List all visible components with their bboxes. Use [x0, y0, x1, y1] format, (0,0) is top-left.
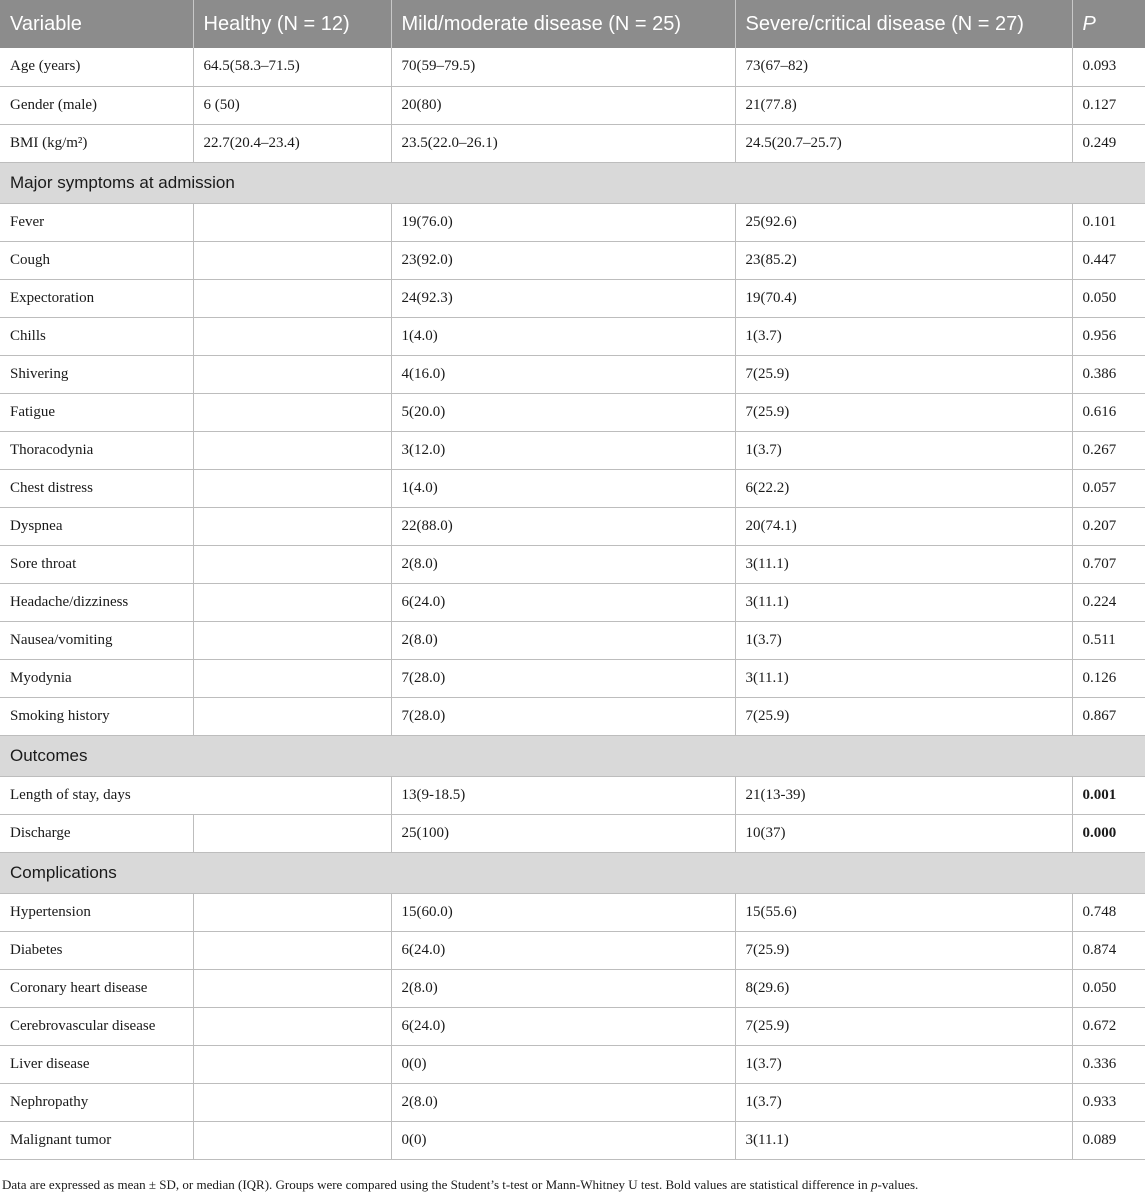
cell-severe-critical: 7(25.9)	[735, 1007, 1072, 1045]
cell-severe-critical: 1(3.7)	[735, 1083, 1072, 1121]
cell-healthy	[193, 355, 391, 393]
cell-mild-moderate: 3(12.0)	[391, 431, 735, 469]
cell-mild-moderate: 6(24.0)	[391, 1007, 735, 1045]
table-row	[0, 1045, 1145, 1083]
cell-p-value: 0.089	[1072, 1121, 1145, 1159]
cell-variable: Nausea/vomiting	[0, 621, 193, 659]
table-row	[0, 1083, 1145, 1121]
table-header-row	[0, 0, 1145, 48]
cell-healthy: 64.5(58.3–71.5)	[193, 48, 391, 86]
footnote-text-end: -values.	[877, 1177, 919, 1192]
cell-mild-moderate: 2(8.0)	[391, 1083, 735, 1121]
table-row	[0, 931, 1145, 969]
section-label: Major symptoms at admission	[0, 162, 1145, 203]
cell-p-value: 0.207	[1072, 507, 1145, 545]
table-row	[0, 279, 1145, 317]
cell-p-value: 0.511	[1072, 621, 1145, 659]
header-severe-critical: Severe/critical disease (N = 27)	[735, 0, 1072, 48]
cell-variable: Liver disease	[0, 1045, 193, 1083]
cell-severe-critical: 1(3.7)	[735, 621, 1072, 659]
cell-healthy	[193, 241, 391, 279]
cell-p-value: 0.672	[1072, 1007, 1145, 1045]
cell-variable: Sore throat	[0, 545, 193, 583]
cell-p-value: 0.249	[1072, 124, 1145, 162]
cell-severe-critical: 8(29.6)	[735, 969, 1072, 1007]
table-row	[0, 621, 1145, 659]
cell-mild-moderate: 2(8.0)	[391, 545, 735, 583]
cell-variable: Shivering	[0, 355, 193, 393]
cell-p-value: 0.224	[1072, 583, 1145, 621]
cell-variable: Coronary heart disease	[0, 969, 193, 1007]
table-row	[0, 1121, 1145, 1159]
table-row	[0, 469, 1145, 507]
cell-mild-moderate: 23(92.0)	[391, 241, 735, 279]
cell-severe-critical: 7(25.9)	[735, 697, 1072, 735]
table-row	[0, 317, 1145, 355]
cell-severe-critical: 3(11.1)	[735, 583, 1072, 621]
cell-healthy	[193, 545, 391, 583]
cell-severe-critical: 19(70.4)	[735, 279, 1072, 317]
table-row	[0, 697, 1145, 735]
cell-mild-moderate: 4(16.0)	[391, 355, 735, 393]
cell-severe-critical: 73(67–82)	[735, 48, 1072, 86]
footnote-italic-p: p	[870, 1177, 878, 1192]
footnote-text: Data are expressed as mean ± SD, or median (IQR). Groups were compared using the Student’s t-test or Mann-Whitney U test. Bold values are statistical difference in	[2, 1177, 871, 1192]
cell-mild-moderate: 1(4.0)	[391, 469, 735, 507]
cell-p-value: 0.447	[1072, 241, 1145, 279]
table-row	[0, 814, 1145, 852]
table-footnote	[0, 1177, 1145, 1193]
cell-severe-critical: 7(25.9)	[735, 931, 1072, 969]
table-row	[0, 583, 1145, 621]
cell-severe-critical: 21(13-39)	[735, 776, 1072, 814]
cell-severe-critical: 15(55.6)	[735, 893, 1072, 931]
cell-severe-critical: 6(22.2)	[735, 469, 1072, 507]
cell-variable: Cough	[0, 241, 193, 279]
cell-p-value: 0.956	[1072, 317, 1145, 355]
cell-healthy	[193, 507, 391, 545]
cell-variable: Age (years)	[0, 48, 193, 86]
cell-mild-moderate: 24(92.3)	[391, 279, 735, 317]
cell-severe-critical: 21(77.8)	[735, 86, 1072, 124]
cell-variable: Malignant tumor	[0, 1121, 193, 1159]
cell-mild-moderate: 19(76.0)	[391, 203, 735, 241]
table-row	[0, 203, 1145, 241]
table-row	[0, 545, 1145, 583]
cell-p-value: 0.748	[1072, 893, 1145, 931]
cell-healthy	[193, 1083, 391, 1121]
cell-healthy	[193, 931, 391, 969]
table-row	[0, 969, 1145, 1007]
cell-variable: Fever	[0, 203, 193, 241]
cell-p-value: 0.050	[1072, 969, 1145, 1007]
cell-mild-moderate: 7(28.0)	[391, 697, 735, 735]
cell-p-value: 0.616	[1072, 393, 1145, 431]
cell-severe-critical: 23(85.2)	[735, 241, 1072, 279]
cell-variable: Cerebrovascular disease	[0, 1007, 193, 1045]
table-row	[0, 507, 1145, 545]
section-row	[0, 162, 1145, 203]
cell-p-value: 0.874	[1072, 931, 1145, 969]
cell-healthy	[193, 317, 391, 355]
table-row	[0, 355, 1145, 393]
cell-severe-critical: 24.5(20.7–25.7)	[735, 124, 1072, 162]
cell-severe-critical: 3(11.1)	[735, 659, 1072, 697]
cell-p-value: 0.127	[1072, 86, 1145, 124]
cell-severe-critical: 20(74.1)	[735, 507, 1072, 545]
cell-healthy	[193, 1007, 391, 1045]
cell-healthy	[193, 893, 391, 931]
cell-variable: Chest distress	[0, 469, 193, 507]
cell-p-value: 0.126	[1072, 659, 1145, 697]
cell-variable: Thoracodynia	[0, 431, 193, 469]
section-row	[0, 735, 1145, 776]
cell-healthy	[193, 469, 391, 507]
cell-p-value: 0.093	[1072, 48, 1145, 86]
table-row	[0, 124, 1145, 162]
cell-mild-moderate: 23.5(22.0–26.1)	[391, 124, 735, 162]
section-label: Complications	[0, 852, 1145, 893]
table-row	[0, 48, 1145, 86]
cell-healthy	[193, 1045, 391, 1083]
cell-p-value: 0.707	[1072, 545, 1145, 583]
cell-healthy	[193, 393, 391, 431]
cell-healthy	[193, 621, 391, 659]
table-row	[0, 893, 1145, 931]
cell-mild-moderate: 1(4.0)	[391, 317, 735, 355]
cell-healthy	[193, 969, 391, 1007]
table-row	[0, 431, 1145, 469]
header-variable: Variable	[0, 0, 193, 48]
cell-healthy	[193, 1121, 391, 1159]
cell-p-value: 0.267	[1072, 431, 1145, 469]
cell-p-value: 0.933	[1072, 1083, 1145, 1121]
cell-severe-critical: 25(92.6)	[735, 203, 1072, 241]
cell-mild-moderate: 25(100)	[391, 814, 735, 852]
cell-variable: Expectoration	[0, 279, 193, 317]
cell-variable: Dyspnea	[0, 507, 193, 545]
cell-severe-critical: 1(3.7)	[735, 317, 1072, 355]
cell-healthy: 6 (50)	[193, 86, 391, 124]
cell-p-value: 0.000	[1072, 814, 1145, 852]
cell-mild-moderate: 22(88.0)	[391, 507, 735, 545]
cell-variable: Hypertension	[0, 893, 193, 931]
cell-variable: Myodynia	[0, 659, 193, 697]
header-p-value: P	[1072, 0, 1145, 48]
cell-severe-critical: 3(11.1)	[735, 1121, 1072, 1159]
cell-healthy	[193, 279, 391, 317]
cell-p-value: 0.867	[1072, 697, 1145, 735]
cell-mild-moderate: 20(80)	[391, 86, 735, 124]
cell-healthy: 22.7(20.4–23.4)	[193, 124, 391, 162]
cell-variable: Fatigue	[0, 393, 193, 431]
header-mild-moderate: Mild/moderate disease (N = 25)	[391, 0, 735, 48]
table-row	[0, 659, 1145, 697]
cell-p-value: 0.050	[1072, 279, 1145, 317]
cell-severe-critical: 7(25.9)	[735, 393, 1072, 431]
table-row	[0, 241, 1145, 279]
section-row	[0, 852, 1145, 893]
cell-variable: Chills	[0, 317, 193, 355]
cell-severe-critical: 10(37)	[735, 814, 1072, 852]
cell-severe-critical: 7(25.9)	[735, 355, 1072, 393]
cell-mild-moderate: 5(20.0)	[391, 393, 735, 431]
cell-healthy	[193, 583, 391, 621]
cell-healthy	[193, 697, 391, 735]
cell-p-value: 0.336	[1072, 1045, 1145, 1083]
header-healthy: Healthy (N = 12)	[193, 0, 391, 48]
section-label: Outcomes	[0, 735, 1145, 776]
cell-mild-moderate: 6(24.0)	[391, 931, 735, 969]
cell-variable: Smoking history	[0, 697, 193, 735]
cell-severe-critical: 3(11.1)	[735, 545, 1072, 583]
cell-variable: Nephropathy	[0, 1083, 193, 1121]
cell-mild-moderate: 13(9-18.5)	[391, 776, 735, 814]
cell-healthy	[193, 431, 391, 469]
cell-mild-moderate: 2(8.0)	[391, 621, 735, 659]
cell-severe-critical: 1(3.7)	[735, 1045, 1072, 1083]
cell-mild-moderate: 6(24.0)	[391, 583, 735, 621]
cell-variable: Headache/dizziness	[0, 583, 193, 621]
table-row	[0, 86, 1145, 124]
cell-variable: Discharge	[0, 814, 193, 852]
cell-variable: BMI (kg/m²)	[0, 124, 193, 162]
cell-p-value: 0.386	[1072, 355, 1145, 393]
cell-healthy	[193, 814, 391, 852]
cell-healthy	[193, 659, 391, 697]
cell-variable: Diabetes	[0, 931, 193, 969]
table-row	[0, 776, 1145, 814]
cell-p-value: 0.001	[1072, 776, 1145, 814]
cell-mild-moderate: 7(28.0)	[391, 659, 735, 697]
table-row	[0, 393, 1145, 431]
cell-mild-moderate: 15(60.0)	[391, 893, 735, 931]
cell-p-value: 0.057	[1072, 469, 1145, 507]
cell-mild-moderate: 70(59–79.5)	[391, 48, 735, 86]
cell-mild-moderate: 2(8.0)	[391, 969, 735, 1007]
cell-mild-moderate: 0(0)	[391, 1045, 735, 1083]
cell-mild-moderate: 0(0)	[391, 1121, 735, 1159]
cell-severe-critical: 1(3.7)	[735, 431, 1072, 469]
table-body	[0, 48, 1145, 1159]
cell-p-value: 0.101	[1072, 203, 1145, 241]
table-row	[0, 1007, 1145, 1045]
cell-variable: Gender (male)	[0, 86, 193, 124]
cell-healthy	[193, 203, 391, 241]
cell-variable: Length of stay, days	[0, 776, 391, 814]
